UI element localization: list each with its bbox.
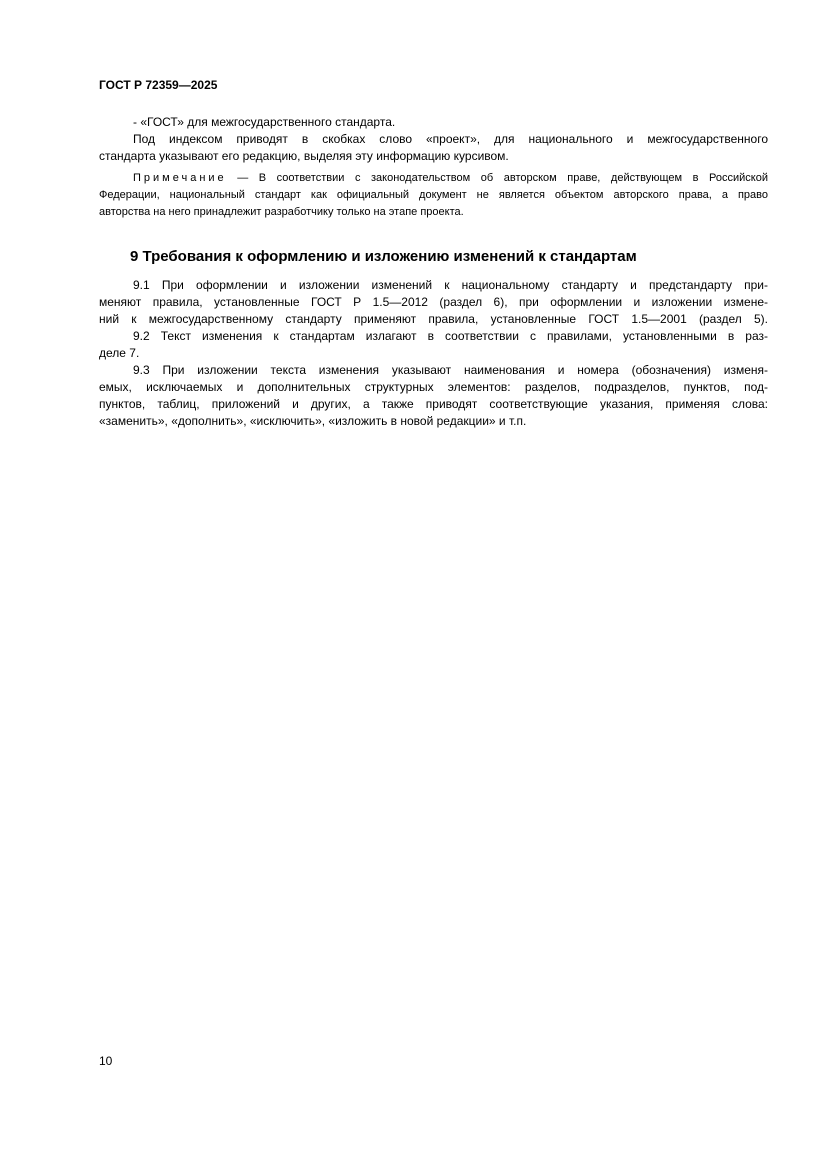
document-code-header: ГОСТ Р 72359—2025 <box>99 78 218 92</box>
para-9-3-line-4: «заменить», «дополнить», «исключить», «изложить в новой редакции» и т.п. <box>99 414 527 428</box>
para-9-1-line-3: ний к межгосударственному стандарту применяют правила, установленные ГОСТ 1.5—2001 (раздел 5). <box>99 312 768 326</box>
note-first-line <box>99 170 768 187</box>
page-number: 10 <box>99 1054 113 1068</box>
para-9-3-line-1: 9.3 При изложении текста изменения указывают наименования и номера (обозначения) изменя- <box>133 363 768 377</box>
para-9-2-line-1: 9.2 Текст изменения к стандартам излагают в соответствии с правилами, установленными в раз- <box>133 329 768 343</box>
gost-item: - «ГОСТ» для межгосударственного стандарта. <box>133 115 396 129</box>
section-body <box>99 277 768 430</box>
intro-block <box>99 114 768 165</box>
note-text-line-1: — В соответствии с законодательством об авторском праве, действующем в Российской <box>237 172 769 184</box>
note-label: Примечание <box>133 172 227 184</box>
para-9-2-line-2: деле 7. <box>99 346 140 360</box>
note-text-line-2: Федерации, национальный стандарт как официальный документ не является объектом авторского права, а право <box>99 189 768 201</box>
intro-paragraph-line-2: стандарта указывают его редакцию, выделяя эту информацию курсивом. <box>99 149 509 163</box>
para-9-1-line-2: меняют правила, установленные ГОСТ Р 1.5—2012 (раздел 6), при оформлении и изложении измене- <box>99 295 768 309</box>
para-9-3-line-3: пунктов, таблиц, приложений и других, а также приводят соответствующие указания, применяя слова: <box>99 397 768 411</box>
note-block <box>99 170 768 221</box>
para-9-3-line-2: емых, исключаемых и дополнительных структурных элементов: разделов, подразделов, пунктов, под- <box>99 380 768 394</box>
note-text-line-3: авторства на него принадлежит разработчику только на этапе проекта. <box>99 206 464 218</box>
intro-paragraph-line-1: Под индексом приводят в скобках слово «проект», для национального и межгосударственного <box>133 132 768 146</box>
section-title: 9 Требования к оформлению и изложению изменений к стандартам <box>130 248 637 265</box>
para-9-1-line-1: 9.1 При оформлении и изложении изменений к национальному стандарту и предстандарту при- <box>133 278 768 292</box>
